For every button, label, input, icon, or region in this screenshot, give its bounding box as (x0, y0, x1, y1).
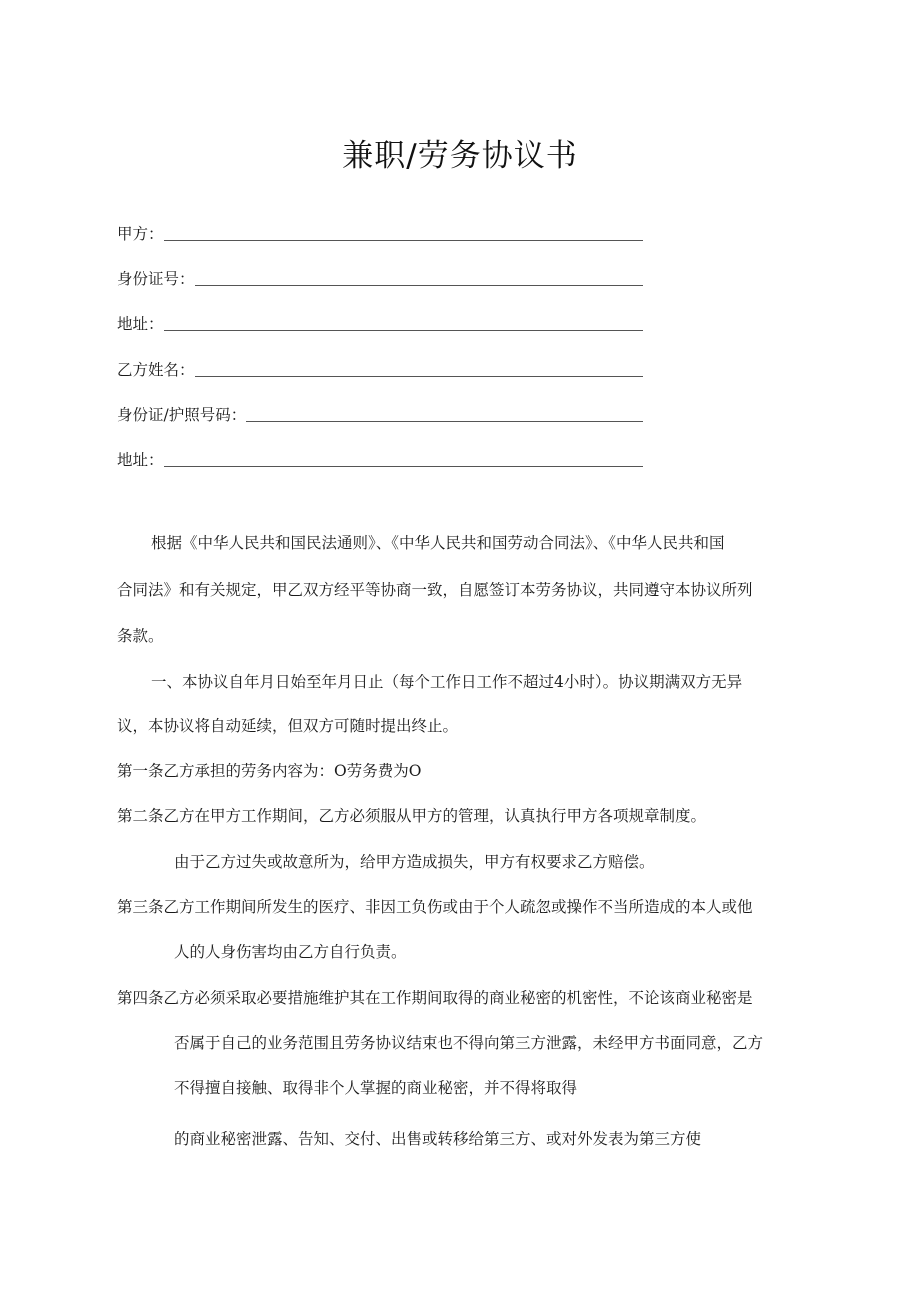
party-b-name-field (117, 356, 643, 380)
party-a-id-field (117, 265, 643, 289)
body-line: 议，本协议将自动延续，但双方可随时提出终止。 (117, 717, 459, 735)
clause-4-line: 第四条乙方必须采取必要措施维护其在工作期间取得的商业秘密的机密性，不论该商业秘密是 (117, 989, 753, 1007)
party-b-name-blank-line (195, 360, 643, 377)
party-b-id-field (117, 401, 643, 425)
clause-2-continuation-line: 由于乙方过失或故意所为，给甲方造成损失，甲方有权要求乙方赔偿。 (174, 853, 655, 871)
clause-2-line: 第二条乙方在甲方工作期间，乙方必须服从甲方的管理，认真执行甲方各项规章制度。 (117, 807, 707, 825)
body-line: 根据《中华人民共和国民法通则》、《中华人民共和国劳动合同法》、《中华人民共和国 (151, 534, 725, 552)
clause-3-continuation-line: 人的人身伤害均由乙方自行负责。 (174, 943, 407, 961)
party-a-field (117, 220, 643, 244)
party-b-name-label: 乙方姓名： (117, 361, 195, 379)
body-line: 条款。 (117, 627, 164, 645)
party-a-blank-line (164, 224, 643, 241)
party-b-address-blank-line (164, 450, 643, 467)
party-a-address-field (117, 310, 643, 334)
clause-1-line: 第一条乙方承担的劳务内容为：O劳务费为O (117, 762, 422, 780)
clause-4-continuation-line: 否属于自己的业务范围且劳务协议结束也不得向第三方泄露，未经甲方书面同意，乙方 (174, 1034, 764, 1052)
clause-4-continuation-line: 的商业秘密泄露、告知、交付、出售或转移给第三方、或对外发表为第三方使 (174, 1130, 702, 1148)
party-a-id-blank-line (195, 269, 643, 286)
party-a-id-label: 身份证号： (117, 270, 195, 288)
clause-4-continuation-line: 不得擅自接触、取得非个人掌握的商业秘密，并不得将取得 (174, 1079, 578, 1097)
party-b-address-field (117, 446, 643, 470)
party-b-address-label: 地址： (117, 451, 164, 469)
party-a-address-label: 地址： (117, 315, 164, 333)
clause-3-line: 第三条乙方工作期间所发生的医疗、非因工负伤或由于个人疏忽或操作不当所造成的本人或他 (117, 898, 753, 916)
party-b-id-blank-line (246, 405, 643, 422)
party-a-label: 甲方： (117, 225, 164, 243)
party-a-address-blank-line (164, 314, 643, 331)
party-b-id-label: 身份证/护照号码： (117, 406, 247, 424)
body-line: 合同法》和有关规定，甲乙双方经平等协商一致，自愿签订本劳务协议，共同遵守本协议所列 (117, 581, 753, 599)
document-title: 兼职/劳务协议书 (342, 138, 578, 174)
body-line: 一、本协议自年月日始至年月日止（每个工作日工作不超过4小时）。协议期满双方无异 (151, 673, 743, 691)
